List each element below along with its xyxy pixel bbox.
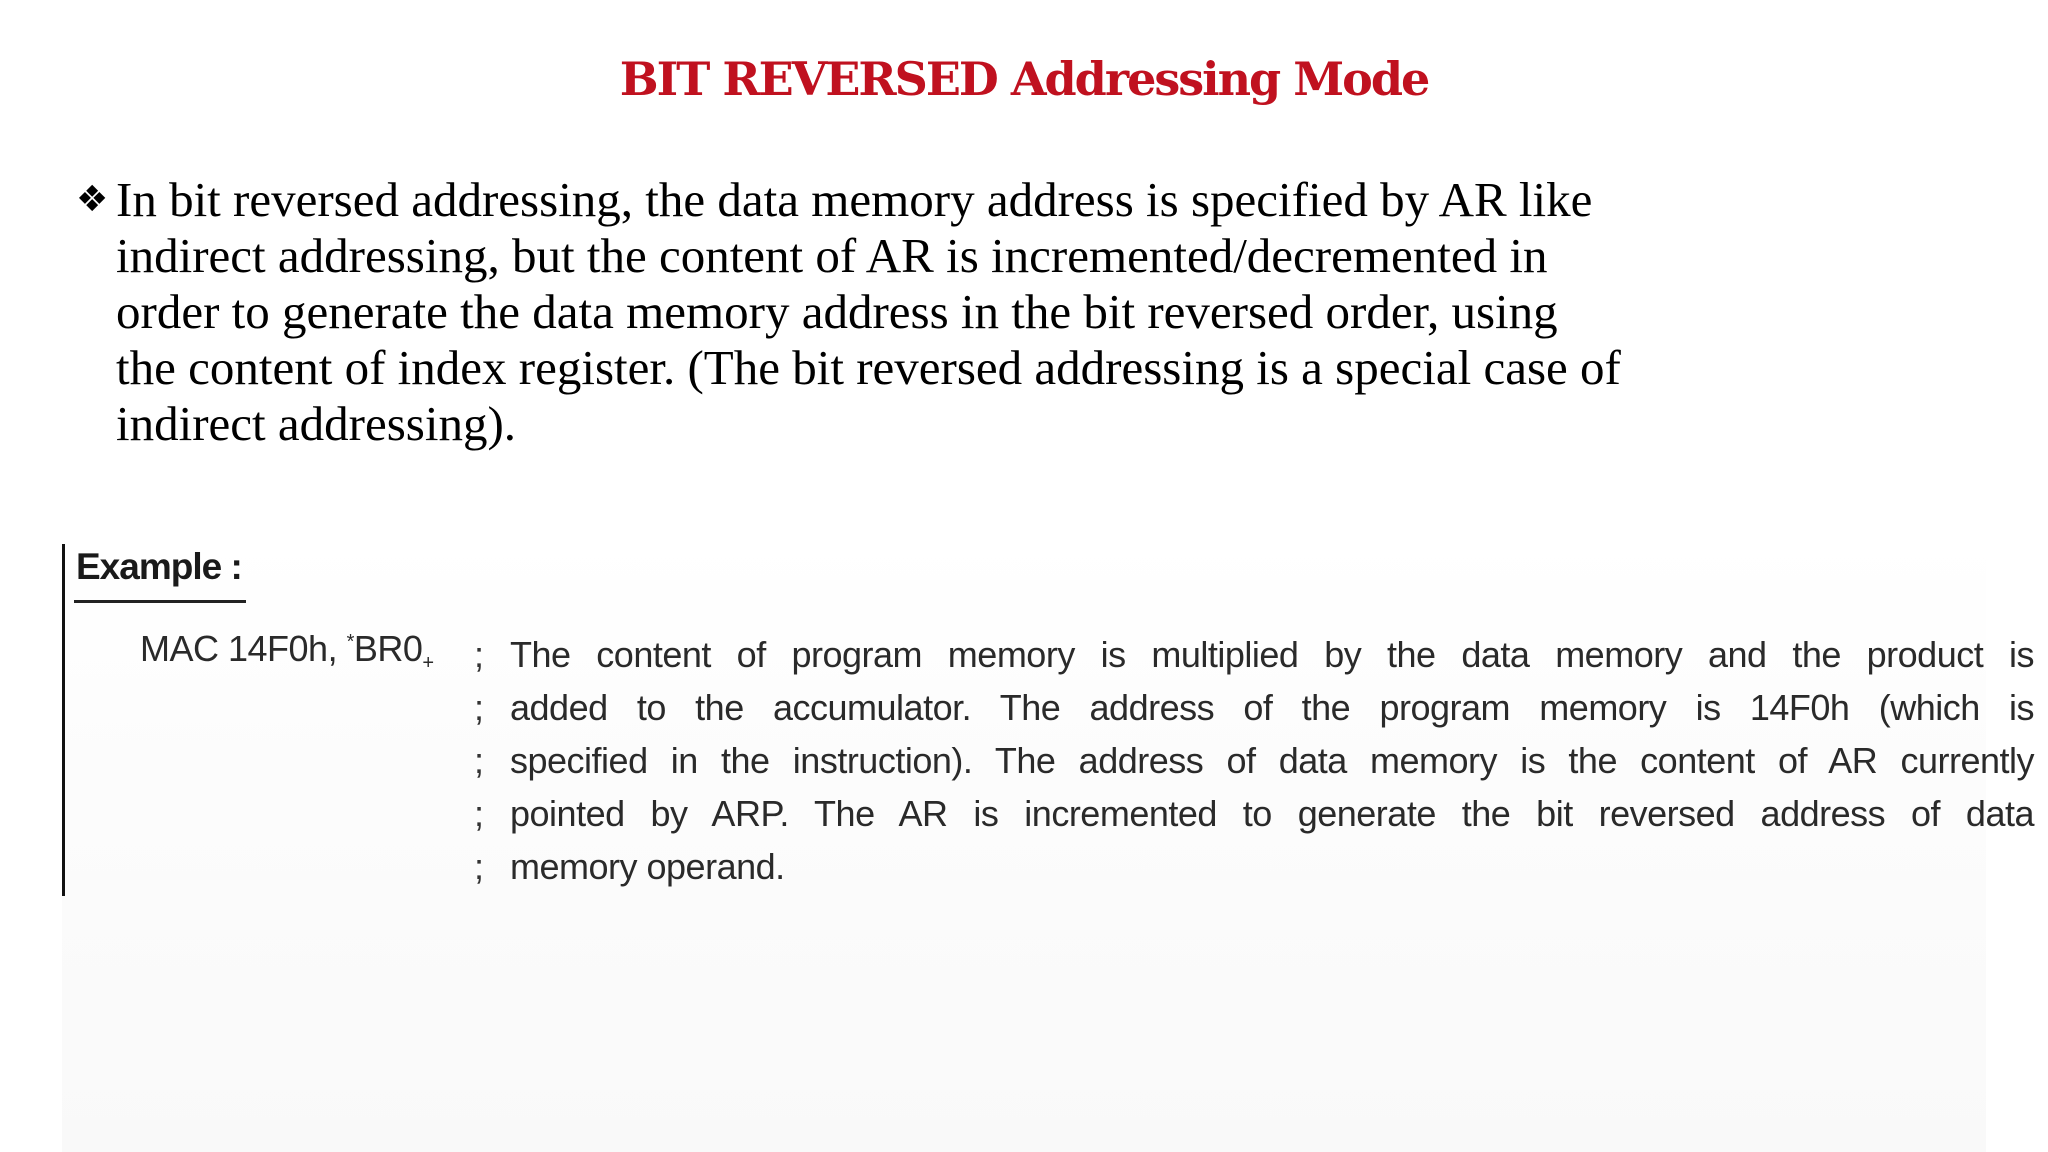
slide-title: BIT REVERSED Addressing Mode — [619, 52, 1429, 106]
instruction-mnemonic: MAC 14F0h, — [140, 628, 347, 669]
comment-marker: ; — [474, 792, 484, 834]
instruction-star: * — [346, 631, 354, 653]
comment-marker: ; — [474, 845, 484, 887]
bullet-line-2: indirect addressing, but the content of AR is incremented/decremented in — [116, 228, 1548, 283]
bullet-first-line — [76, 172, 1976, 228]
bullet-line-1: In bit reversed addressing, the data memory address is specified by AR like — [116, 172, 1593, 227]
four-diamond-bullet-icon: ❖ — [76, 179, 109, 220]
comment-text: pointed by ARP. The AR is incremented to generate the bit reversed address of data — [510, 792, 2034, 834]
bullet-paragraph — [76, 172, 1976, 452]
comment-text: added to the accumulator. The address of the program memory is 14F0h (which is — [510, 686, 2034, 728]
bullet-line-3: order to generate the data memory address in the bit reversed order, using — [116, 284, 1558, 339]
instruction-code — [140, 628, 434, 675]
instruction-plus: + — [422, 652, 434, 675]
comment-text: memory operand. — [510, 845, 785, 887]
comment-line — [474, 840, 2034, 893]
comment-line — [474, 628, 2034, 681]
comment-marker: ; — [474, 633, 484, 675]
comment-text: specified in the instruction). The address of data memory is the content of AR currently — [510, 739, 2034, 781]
comment-line — [474, 734, 2034, 787]
bullet-line-4: the content of index register. (The bit reversed addressing is a special case of — [116, 340, 1621, 395]
comment-marker: ; — [474, 686, 484, 728]
example-heading: Example : — [76, 546, 242, 587]
comment-marker: ; — [474, 739, 484, 781]
comment-line — [474, 787, 2034, 840]
instruction-operand: BR0 — [353, 628, 423, 669]
comment-line — [474, 681, 2034, 734]
bullet-line-5: indirect addressing). — [116, 396, 517, 451]
example-left-rule — [62, 544, 65, 896]
example-image-panel — [62, 536, 2034, 1152]
instruction-comments — [474, 628, 2034, 893]
comment-text: The content of program memory is multiplied by the data memory and the product is — [510, 633, 2034, 675]
example-heading-underline — [74, 600, 246, 603]
